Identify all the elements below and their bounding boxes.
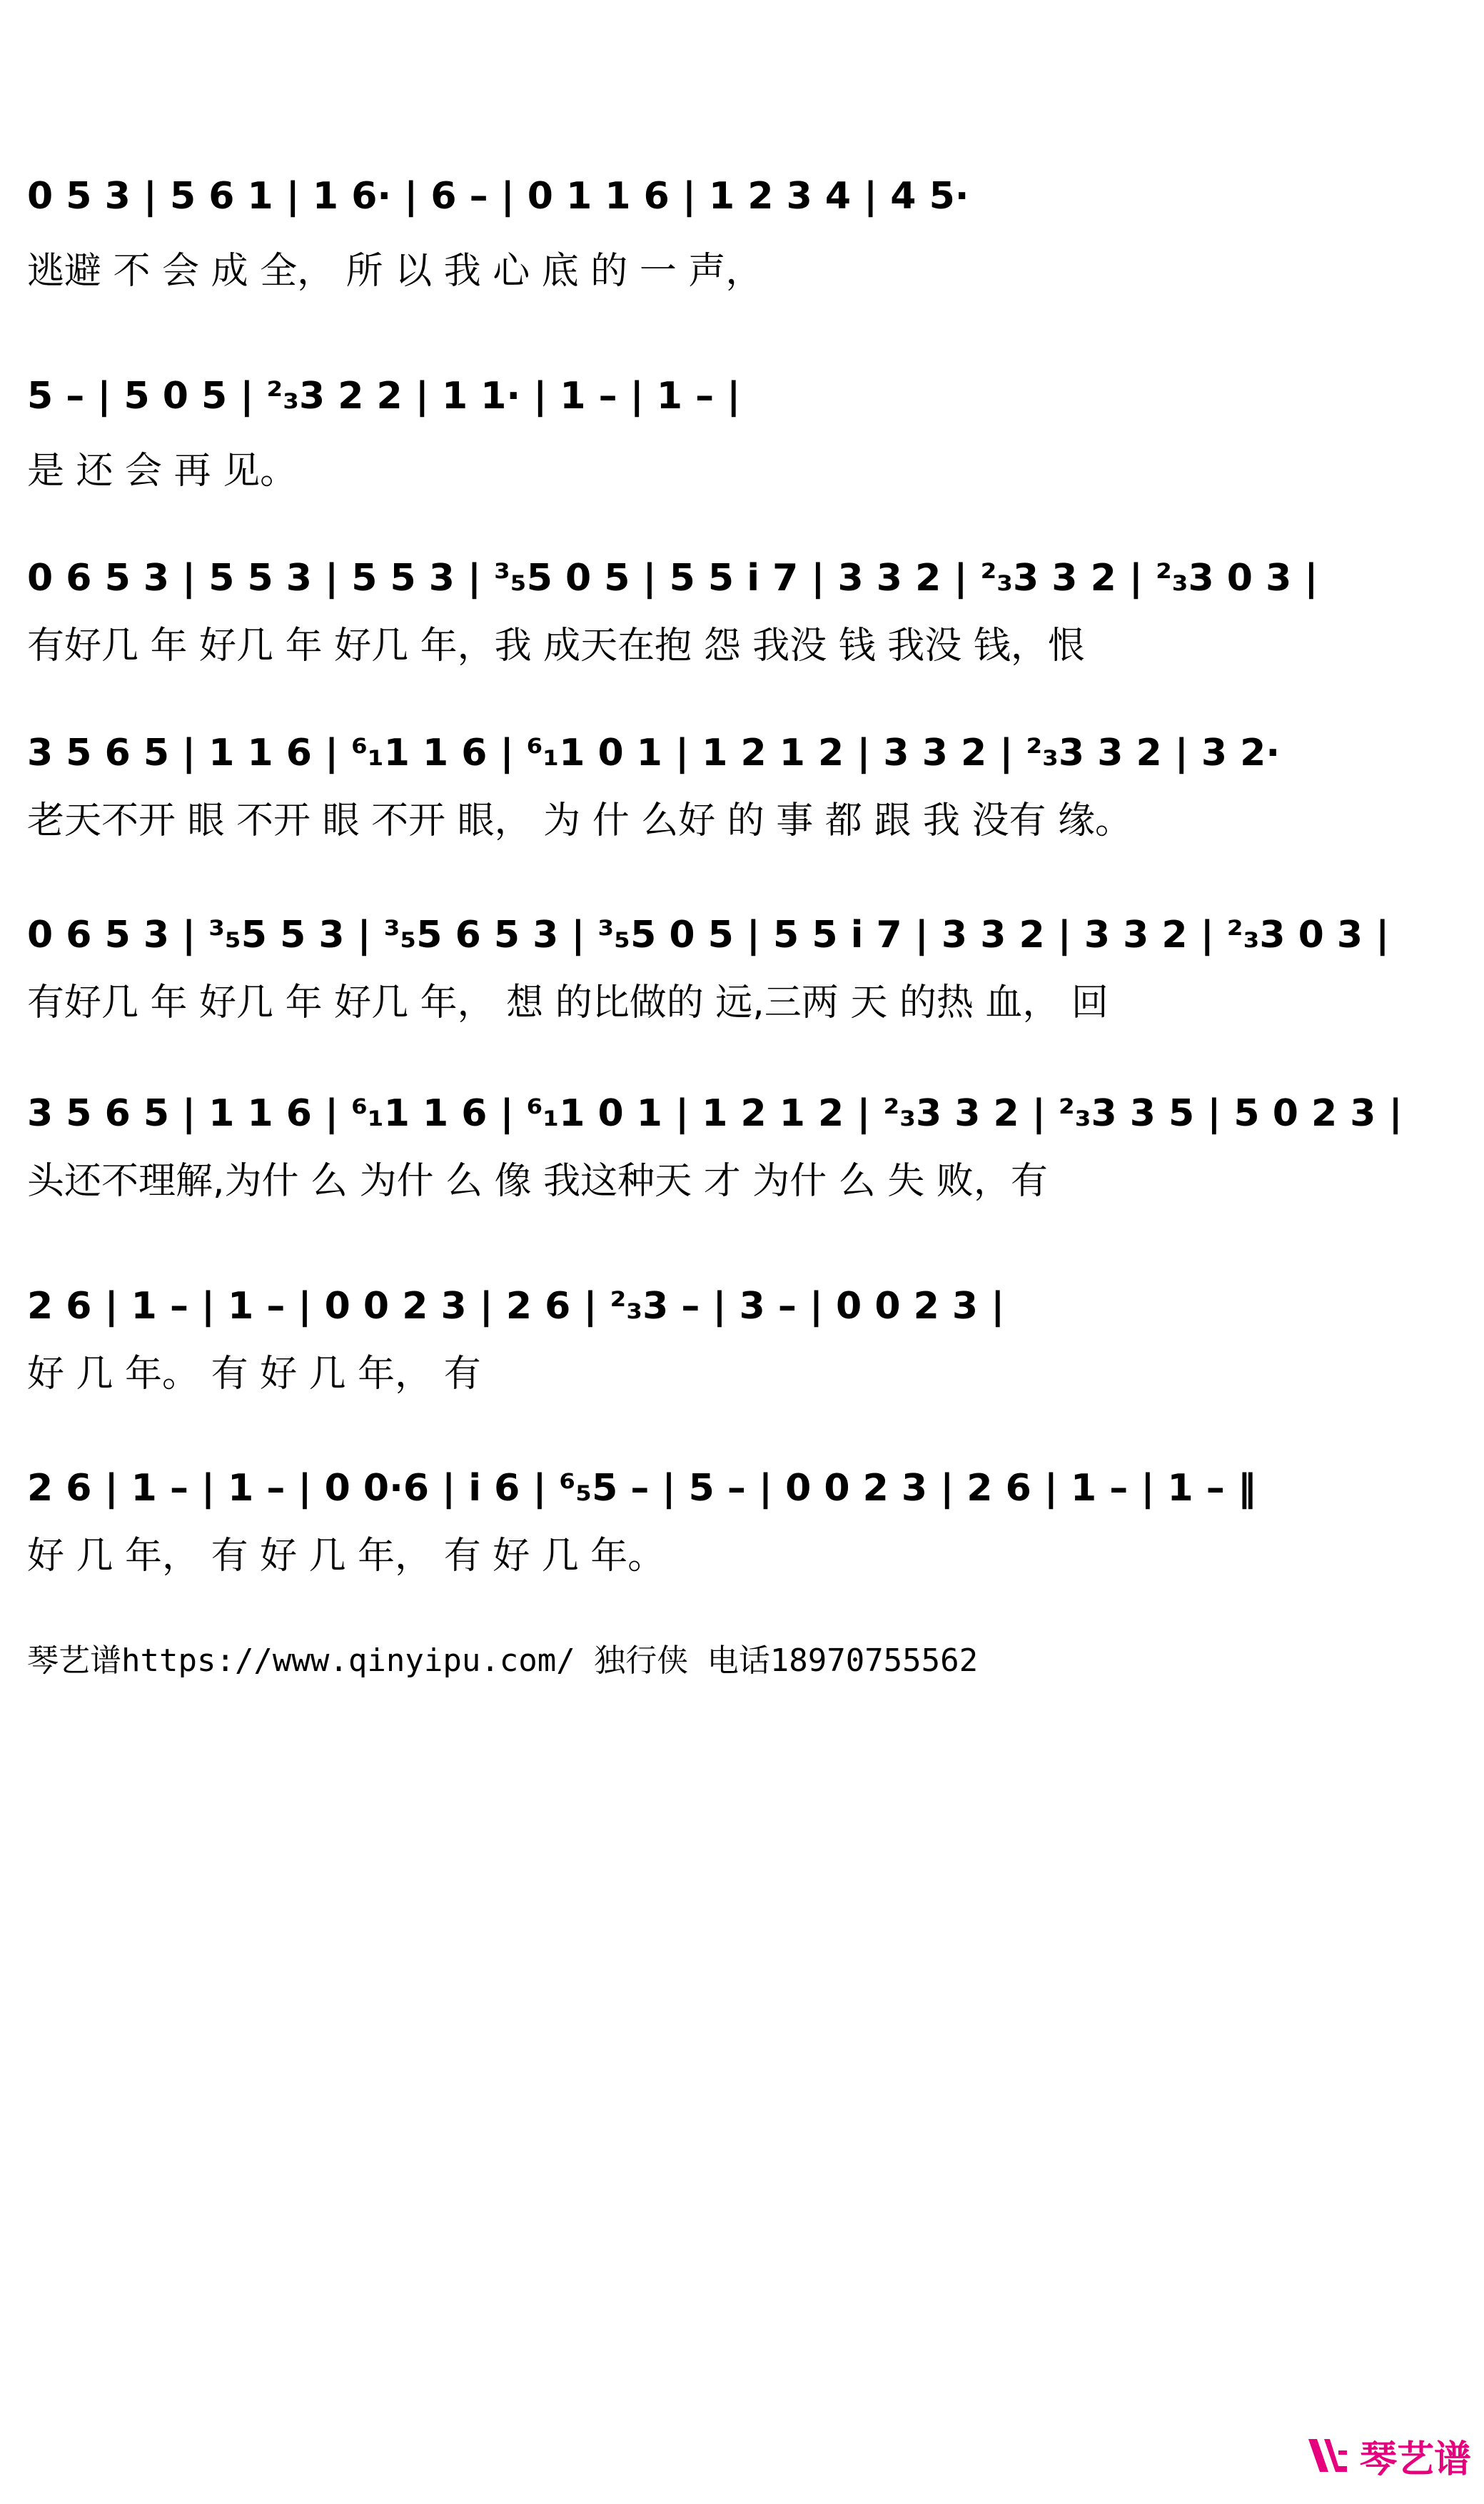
lyrics-line: 好 几 年， 有 好 几 年， 有 好 几 年。 xyxy=(27,1535,665,1577)
notation-line: 3 5 6 5 | 1 1 6 | ⁶₁1 1 6 | ⁶₁1 0 1 | 1 2 1 2 | ²₃3 3 2 | ²₃3 3 5 | 5 0 2 3 | xyxy=(27,1092,1403,1135)
lyrics-line: 有好几 年 好几 年 好几 年，我 成天在抱 怨 我没 钱 我没 钱，恨 xyxy=(27,625,1085,667)
notation-line: 0 6 5 3 | ³₅5 5 3 | ³₅5 6 5 3 | ³₅5 0 5 | 5 5 i 7 | 3 3 2 | 3 3 2 | ²₃3 0 3 | xyxy=(27,914,1390,956)
lyrics-line: 老天不开 眼 不开 眼 不开 眼， 为 什 么好 的 事 都 跟 我 没有 缘。 xyxy=(27,799,1132,842)
notation-line: 0 5 3 | 5 6 1 | 1 6· | 6 – | 0 1 1 6 | 1 2 3 4 | 4 5· xyxy=(27,175,969,218)
lyrics-line: 逃避 不 会 成 全， 所 以 我 心 底 的 一 声， xyxy=(27,250,763,293)
lyrics-line: 是 还 会 再 见。 xyxy=(27,450,298,493)
notation-line: 5 – | 5 0 5 | ²₃3 2 2 | 1 1· | 1 – | 1 – | xyxy=(27,375,741,418)
notation-line: 2 6 | 1 – | 1 – | 0 0·6 | i 6 | ⁶₅5 – | 5 – | 0 0 2 3 | 2 6 | 1 – | 1 – ‖ xyxy=(27,1467,1256,1510)
lyrics-line: 好 几 年。 有 好 几 年， 有 xyxy=(27,1353,481,1395)
site-logo xyxy=(1303,2427,1471,2484)
logo-icon xyxy=(1303,2430,1353,2480)
notation-line: 0 6 5 3 | 5 5 3 | 5 5 3 | ³₅5 0 5 | 5 5 i 7 | 3 3 2 | ²₃3 3 2 | ²₃3 0 3 | xyxy=(27,557,1318,600)
notation-line: 2 6 | 1 – | 1 – | 0 0 2 3 | 2 6 | ²₃3 – | 3 – | 0 0 2 3 | xyxy=(27,1285,1005,1328)
logo-text: 琴艺谱 xyxy=(1360,2438,1472,2481)
lyrics-line: 头还不理解,为什 么 为什 么 像 我这种天 才 为什 么 失 败，有 xyxy=(27,1160,1048,1203)
notation-line: 3 5 6 5 | 1 1 6 | ⁶₁1 1 6 | ⁶₁1 0 1 | 1 2 1 2 | 3 3 2 | ²₃3 3 2 | 3 2· xyxy=(27,732,1281,774)
footer-credit: 琴艺谱https://www.qinyipu.com/ 独行侠 电话18970755562 xyxy=(27,1642,979,1679)
lyrics-line: 有好几 年 好几 年 好几 年， 想 的比做的 远,三两 天 的热 血， 回 xyxy=(27,981,1109,1024)
